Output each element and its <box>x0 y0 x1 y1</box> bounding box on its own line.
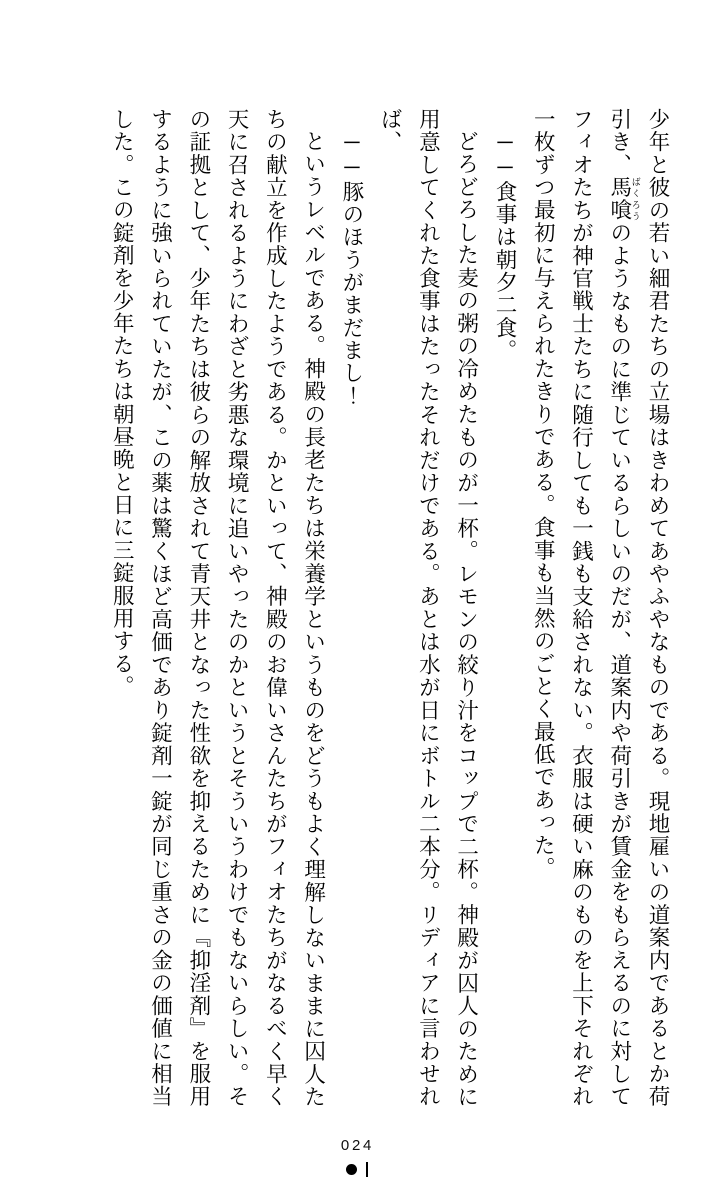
folio-ornament <box>346 1162 370 1178</box>
paragraph-1: 少年と彼の若い細君たちの立場はきわめてあやふやなものである。現地雇いの道案内であるとか荷引き、馬喰 ばくろうのようなものに準じているらしいのだが、道案内や荷引きが賃金をもらえるのに対してフィオたちが神官戦士たちに随行しても一銭も支給されない。衣服は硬い麻のものを上下それぞれ一枚ずつ最初に与えられたきりである。食事も当然のごとく最低であった。 <box>531 108 670 1108</box>
ruby-reading: ばくろう <box>630 176 641 222</box>
paragraph-3: どろどろした麦の粥の冷めたものが一杯。レモンの絞り汁をコップで二杯。神殿が囚人のために用意してくれた食事はたったそれだけである。あとは水が日にボトル二本分。リディアに言わせれば、 <box>378 108 479 1108</box>
folio-dot-icon <box>346 1164 357 1175</box>
paragraph-5: というレベルである。神殿の長老たちは栄養学というものをどうもよく理解しないままに囚人たちの献立を作成したようである。かといって、神殿のお偉いさんたちがフィオたちがなるべく早く天に召されるようにわざと劣悪な環境に追いやったのかというとそういうわけでもないらしい。その証拠として、少年たちは彼らの解放されて青天井となった性欲を抑えるために『抑淫剤』を服用するように強いられていたが、この薬は驚くほど高価であり錠剤一錠が同じ重さの金の価値に相当した。この錠剤を少年たちは朝昼晩と日に三錠服用する。 <box>110 108 326 1108</box>
ruby-bakurou: 馬喰 ばくろう <box>607 176 641 222</box>
paragraph-2: ──食事は朝夕二食。 <box>492 129 517 362</box>
folio-bar-icon <box>366 1162 368 1177</box>
paragraph-4: ──豚のほうがまだまし！ <box>339 129 364 407</box>
vertical-text-body <box>22 108 677 1108</box>
page-number: 024 <box>340 1137 375 1154</box>
